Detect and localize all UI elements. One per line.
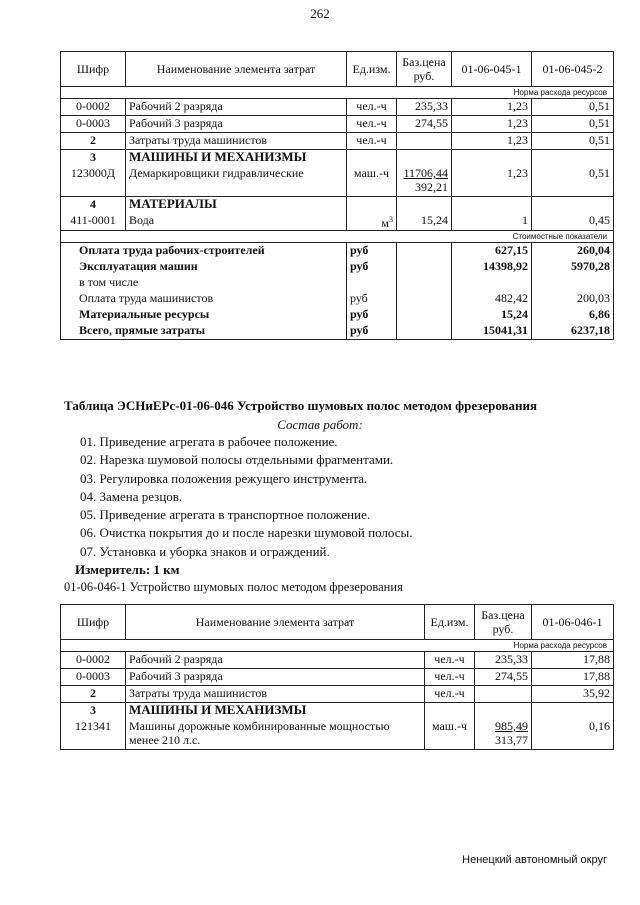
row-price [397, 133, 452, 150]
cost-label: Стоимостные показатели [61, 231, 614, 243]
row-unit: маш.-ч [347, 166, 397, 197]
summary-value-1: 14398,92 [452, 259, 532, 275]
row-name-line: Машины дорожные комбинированные мощностью [129, 719, 390, 733]
header-unit: Ед.изм. [347, 52, 397, 87]
summary-row [61, 307, 614, 323]
header-name: Наименование элемента затрат [126, 52, 347, 87]
header-col1: 01-06-045-1 [452, 52, 532, 87]
price-secondary: 313,77 [495, 733, 528, 747]
row-code: 2 [61, 133, 126, 150]
row-price: 274,55 [397, 116, 452, 133]
summary-value-1: 482,42 [452, 291, 532, 307]
row-price [475, 686, 532, 703]
meter-label: Измеритель: 1 км [75, 562, 180, 577]
header-name: Наименование элемента затрат [126, 605, 425, 640]
row-code: 0-0002 [61, 99, 126, 116]
row-value-1: 17,88 [532, 669, 614, 686]
row-name: Рабочий 2 разряда [126, 652, 425, 669]
row-price: 235,33 [397, 99, 452, 116]
row-unit: чел.-ч [347, 116, 397, 133]
row-name-line: менее 210 л.с. [129, 733, 201, 747]
works-list [80, 433, 412, 561]
row-value-2: 0,51 [532, 99, 614, 116]
summary-value-2: 5970,28 [532, 259, 614, 275]
row-unit: чел.-ч [425, 669, 475, 686]
row-value-1: 1,23 [452, 166, 532, 197]
row-name [126, 719, 425, 750]
row-name: Затраты труда машинистов [126, 686, 425, 703]
row-value-2: 0,51 [532, 133, 614, 150]
row-value-1: 1,23 [452, 133, 532, 150]
list-item: 07. Установка и уборка знаков и ограждений. [80, 543, 330, 559]
summary-name: Эксплуатация машин [61, 259, 347, 275]
resource-table-046 [60, 604, 614, 750]
row-value-2: 0,45 [532, 213, 614, 231]
footer-region: Ненецкий автономный округ [462, 854, 607, 866]
summary-value-1 [452, 275, 532, 291]
row-value-1: 1 [452, 213, 532, 231]
row-name: Затраты труда машинистов [126, 133, 347, 150]
section-code: 3 [61, 150, 126, 167]
summary-name: Оплата труда машинистов [61, 291, 347, 307]
row-code: 123000Д [61, 166, 126, 197]
section-title: МАТЕРИАЛЫ [126, 197, 347, 214]
summary-value-1: 15041,31 [452, 323, 532, 340]
summary-unit: руб [347, 259, 397, 275]
section-header-row [61, 197, 614, 214]
row-unit: чел.-ч [425, 652, 475, 669]
row-value-2: 0,51 [532, 166, 614, 197]
row-price: 235,33 [475, 652, 532, 669]
row-unit: чел.-ч [347, 133, 397, 150]
row-name: Демаркировщики гидравлические [126, 166, 347, 197]
header-unit: Ед.изм. [425, 605, 475, 640]
section-code: 4 [61, 197, 126, 214]
list-item: 06. Очистка покрытия до и после нарезки шумовой полосы. [80, 525, 413, 541]
row-value-2: 0,51 [532, 116, 614, 133]
row-code: 411-0001 [61, 213, 126, 231]
row-price [397, 166, 452, 197]
list-item: 05. Приведение агрегата в транспортное положение. [80, 507, 371, 523]
summary-value-2 [532, 275, 614, 291]
row-price [475, 719, 532, 750]
page-number: 262 [310, 6, 330, 21]
row-unit: маш.-ч [425, 719, 475, 750]
row-name: Рабочий 2 разряда [126, 99, 347, 116]
norm-label: Норма расхода ресурсов [61, 87, 614, 99]
header-code: Шифр [61, 605, 126, 640]
row-unit: чел.-ч [425, 686, 475, 703]
list-item: 01. Приведение агрегата в рабочее положение. [80, 434, 338, 449]
table-row [61, 669, 614, 686]
table-row [61, 652, 614, 669]
summary-name: Всего, прямые затраты [61, 323, 347, 340]
price-value: 985,49 [495, 719, 528, 733]
summary-name: Материальные ресурсы [61, 307, 347, 323]
resource-table-045 [60, 51, 614, 340]
row-value-1: 1,23 [452, 116, 532, 133]
table-row [61, 719, 614, 750]
row-name: Рабочий 3 разряда [126, 669, 425, 686]
header-price: Баз.цена руб. [397, 52, 452, 87]
row-code: 2 [61, 686, 126, 703]
section-header-row [61, 150, 614, 167]
section-header-row [61, 703, 614, 720]
list-item: 02. Нарезка шумовой полосы отдельными фрагментами. [80, 452, 394, 468]
header-code: Шифр [61, 52, 126, 87]
row-name: Рабочий 3 разряда [126, 116, 347, 133]
summary-value-1: 627,15 [452, 243, 532, 260]
row-value-1: 1,23 [452, 99, 532, 116]
row-unit: $м^3$ [347, 213, 397, 231]
row-value-1: 0,16 [532, 719, 614, 750]
table-row [61, 166, 614, 197]
list-item: 03. Регулировка положения режущего инструмента. [80, 470, 368, 486]
price-value: 11706,44 [403, 166, 448, 180]
section-title: МАШИНЫ И МЕХАНИЗМЫ [126, 703, 425, 720]
summary-row [61, 291, 614, 307]
table-row [61, 686, 614, 703]
row-name: Вода [126, 213, 347, 231]
row-code: 121341 [61, 719, 126, 750]
row-price: 274,55 [475, 669, 532, 686]
table-row [61, 116, 614, 133]
row-value-1: 35,92 [532, 686, 614, 703]
row-code: 0-0002 [61, 652, 126, 669]
row-value-1: 17,88 [532, 652, 614, 669]
norm-label-row [61, 87, 614, 99]
list-item: 04. Замена резцов. [80, 488, 183, 504]
summary-row [61, 323, 614, 340]
summary-name: в том числе [61, 275, 347, 291]
summary-name: Оплата труда рабочих-строителей [61, 243, 347, 260]
row-code: 0-0003 [61, 669, 126, 686]
table-header-row [61, 605, 614, 640]
summary-value-1: 15,24 [452, 307, 532, 323]
row-unit: чел.-ч [347, 99, 397, 116]
summary-value-2: 6,86 [532, 307, 614, 323]
row-price: 15,24 [397, 213, 452, 231]
summary-value-2: 260,04 [532, 243, 614, 260]
table-title: Таблица ЭСНиЕРс-01-06-046 Устройство шумовых полос методом фрезерования [64, 398, 538, 413]
table-row [61, 133, 614, 150]
price-secondary: 392,21 [415, 180, 448, 194]
table-header-row [61, 52, 614, 87]
summary-row [61, 275, 614, 291]
cost-label-row [61, 231, 614, 243]
table-row [61, 213, 614, 231]
summary-value-2: 6237,18 [532, 323, 614, 340]
summary-unit: руб [347, 323, 397, 340]
table-row [61, 99, 614, 116]
summary-unit: руб [347, 291, 397, 307]
summary-row [61, 259, 614, 275]
composition-label: Состав работ: [277, 417, 363, 432]
summary-unit: руб [347, 243, 397, 260]
subtitle: 01-06-046-1 Устройство шумовых полос методом фрезерования [64, 580, 403, 594]
norm-label-row [61, 640, 614, 652]
header-price: Баз.цена руб. [475, 605, 532, 640]
row-code: 0-0003 [61, 116, 126, 133]
summary-value-2: 200,03 [532, 291, 614, 307]
summary-unit [347, 275, 397, 291]
section-code: 3 [61, 703, 126, 720]
summary-unit: руб [347, 307, 397, 323]
summary-row [61, 243, 614, 260]
section-title: МАШИНЫ И МЕХАНИЗМЫ [126, 150, 347, 167]
norm-label: Норма расхода ресурсов [61, 640, 614, 652]
header-col1: 01-06-046-1 [532, 605, 614, 640]
header-col2: 01-06-045-2 [532, 52, 614, 87]
